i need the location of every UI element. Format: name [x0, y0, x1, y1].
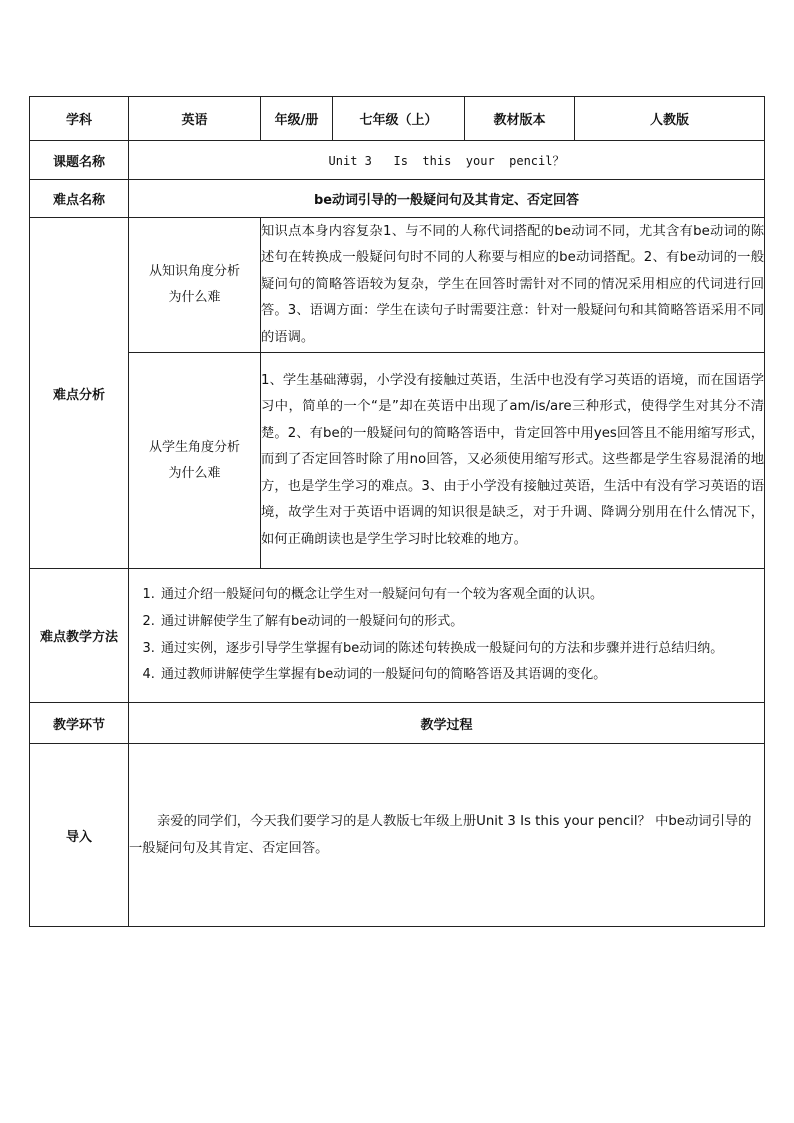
edition-label: 教材版本	[465, 97, 575, 141]
lesson-title-value: Unit 3 Is this your pencil？	[129, 141, 765, 180]
difficulty-row	[30, 180, 765, 218]
intro-row	[30, 744, 765, 927]
knowledge-angle-label: 从知识角度分析为什么难	[129, 218, 261, 353]
analysis-label: 难点分析	[30, 218, 129, 569]
method-list	[129, 579, 764, 692]
stage-label: 教学环节	[30, 703, 129, 744]
method-row	[30, 569, 765, 703]
grade-value: 七年级（上）	[333, 97, 465, 141]
grade-label: 年级/册	[261, 97, 333, 141]
lesson-title-row	[30, 141, 765, 180]
edition-value: 人教版	[575, 97, 765, 141]
method-label: 难点教学方法	[30, 569, 129, 703]
student-angle-text: 1、学生基础薄弱，小学没有接触过英语，生活中也没有学习英语的语境，而在国语学习中，简单的一个“是”却在英语中出现了am/is/are三种形式，使得学生对其分不清楚。2、有be的一般疑问句的简略答语中，肯定回答中用yes回答且不能用缩写形式，而到了否定回答时除了用no回答，又必须使用缩写形式。这些都是学生容易混淆的地方，也是学生学习的难点。3、由于小学没有接触过英语，生活中有没有学习英语的语境，故学生对于英语中语调的知识很是缺乏，对于升调、降调分别用在什么情况下，如何正确朗读也是学生学习时比较难的地方。	[261, 353, 765, 569]
subject-value: 英语	[129, 97, 261, 141]
list-item: 3. 通过实例，逐步引导学生掌握有be动词的陈述句转换成一般疑问句的方法和步骤并进行总结归纳。	[159, 636, 756, 663]
difficulty-label: 难点名称	[30, 180, 129, 218]
subject-label: 学科	[30, 97, 129, 141]
intro-text: 亲爱的同学们，今天我们要学习的是人教版七年级上册Unit 3 Is this your pencil？ 中be动词引导的一般疑问句及其肯定、否定回答。	[129, 744, 765, 927]
analysis-knowledge-row	[30, 218, 765, 353]
lesson-plan-table	[29, 96, 765, 927]
list-item: 1. 通过介绍一般疑问句的概念让学生对一般疑问句有一个较为客观全面的认识。	[159, 582, 756, 609]
student-angle-label: 从学生角度分析为什么难	[129, 353, 261, 569]
process-label: 教学过程	[129, 703, 765, 744]
intro-label: 导入	[30, 744, 129, 927]
method-content	[129, 569, 765, 703]
difficulty-value: be动词引导的一般疑问句及其肯定、否定回答	[129, 180, 765, 218]
list-item: 2. 通过讲解使学生了解有be动词的一般疑问句的形式。	[159, 609, 756, 636]
process-header-row	[30, 703, 765, 744]
lesson-title-label: 课题名称	[30, 141, 129, 180]
knowledge-angle-text: 知识点本身内容复杂1、与不同的人称代词搭配的be动词不同，尤其含有be动词的陈述句在转换成一般疑问句时不同的人称要与相应的be动词搭配。2、有be动词的一般疑问句的简略答语较为复杂，学生在回答时需针对不同的情况采用相应的代词进行回答。3、语调方面：学生在读句子时需要注意：针对一般疑问句和其简略答语采用不同的语调。	[261, 218, 765, 353]
analysis-student-row	[30, 353, 765, 569]
list-item: 4. 通过教师讲解使学生掌握有be动词的一般疑问句的简略答语及其语调的变化。	[159, 662, 756, 689]
header-row	[30, 97, 765, 141]
